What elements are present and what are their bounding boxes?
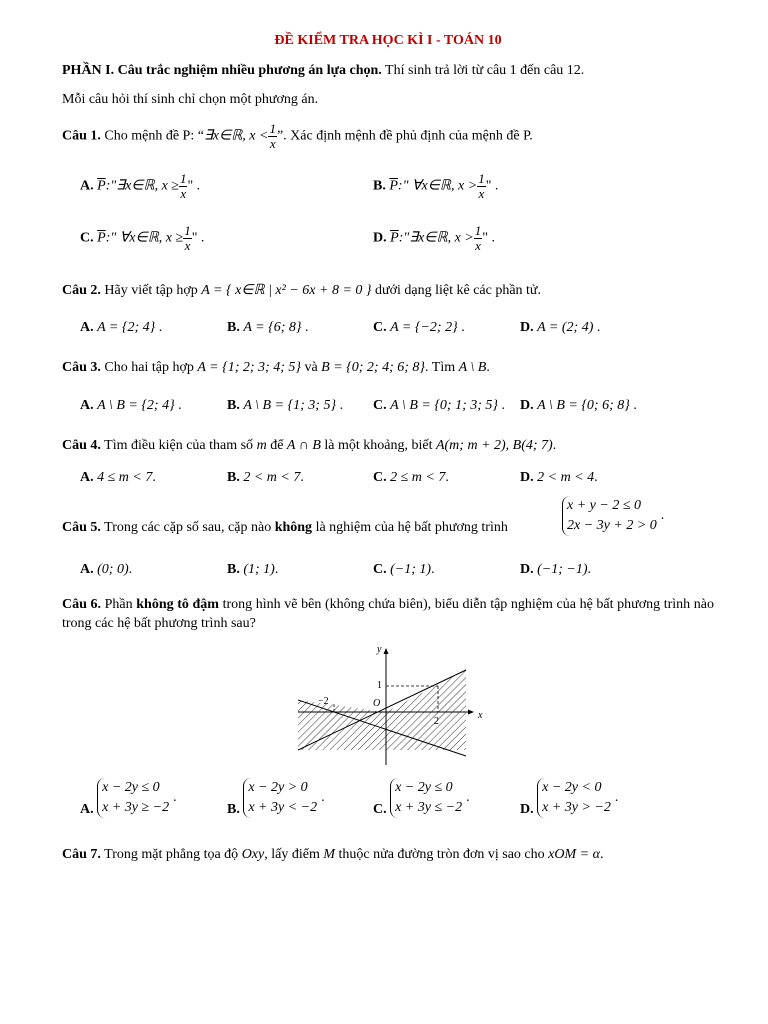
q4-option-a[interactable]: A. 4 ≤ m < 7. — [80, 470, 156, 485]
q4-option-b[interactable]: B. 2 < m < 7. — [227, 470, 304, 485]
question-6-graph — [298, 640, 488, 765]
tick-label-2: 2 — [434, 716, 439, 727]
angle-expression: xOM = α — [548, 847, 600, 862]
origin-label: O — [373, 698, 381, 709]
question-6: Câu 6. Phần không tô đậm trong hình vẽ bên (không chứa biên), biểu diễn tập nghiệm của hệ bất phương trình nào trong các hệ bất phương trình sau? — [62, 597, 715, 631]
q6-option-d[interactable]: D. x − 2y < 0 x + 3y > −2 . — [520, 780, 619, 817]
q3-option-d[interactable]: D. A \ B = {0; 6; 8} . — [520, 398, 637, 413]
q2-option-d[interactable]: D. A = (2; 4) . — [520, 320, 601, 335]
q4-option-c[interactable]: C. 2 ≤ m < 7. — [373, 470, 449, 485]
q5-option-d[interactable]: D. (−1; −1). — [520, 562, 592, 577]
question-7: Câu 7. Trong mặt phẳng tọa độ Oxy, lấy điểm M thuộc nửa đường tròn đơn vị sao cho xOM = α. — [62, 847, 604, 862]
q2-option-b[interactable]: B. A = {6; 8} . — [227, 320, 309, 335]
tick-label-1: 1 — [377, 680, 382, 691]
part1-intro-rest: Thí sinh trả lời từ câu 1 đến câu 12. — [381, 63, 585, 78]
question-5-system: x + y − 2 ≤ 0 2x − 3y + 2 > 0 . — [562, 496, 664, 536]
q1-option-d[interactable]: D. $\overline{P}:"\exists x\in ℝ$, x > $\frac{1}{x}$ " . — [373, 223, 495, 253]
part1-heading: PHẦN I. Câu trắc nghiệm nhiều phương án lựa chọn. — [62, 63, 382, 78]
question-1-prop: ∃x∈ℝ, x < — [203, 128, 269, 144]
question-1-fraction: $\frac{1}{x}$ — [269, 121, 276, 151]
page-title: ĐỀ KIỂM TRA HỌC KÌ I - TOÁN 10 — [274, 33, 502, 48]
question-1-label: Câu 1. — [62, 128, 101, 144]
question-3: Câu 3. Cho hai tập hợp A = {1; 2; 3; 4; 5} và B = {0; 2; 4; 6; 8}. Tìm A \ B. — [62, 360, 490, 375]
q5-option-b[interactable]: B. (1; 1). — [227, 562, 279, 577]
q3-option-a[interactable]: A. A \ B = {2; 4} . — [80, 398, 182, 413]
q4-option-d[interactable]: D. 2 < m < 4. — [520, 470, 598, 485]
question-2-set: A = { x∈ℝ | x² − 6x + 8 = 0 } — [201, 283, 372, 298]
q5-option-c[interactable]: C. (−1; 1). — [373, 562, 435, 577]
q5-option-a[interactable]: A. (0; 0). — [80, 562, 133, 577]
q1-option-b[interactable]: B. $\overline{P}$:" ∀x∈ℝ, x > $\frac{1}{x}$ " . — [373, 171, 499, 201]
q1-option-c[interactable]: C. $\overline{P}$:" ∀x∈ℝ, x ≥ $\frac{1}{x}$ " . — [80, 223, 205, 253]
q2-option-c[interactable]: C. A = {−2; 2} . — [373, 320, 465, 335]
q6-option-a[interactable]: A. x − 2y ≤ 0 x + 3y ≥ −2 . — [80, 780, 177, 817]
question-1-text-b: ”. Xác định mệnh đề phủ định của mệnh đề P. — [276, 128, 533, 144]
q1-option-a[interactable]: A. $\overline{P}:"\exists x\in ℝ$, x ≥ $\frac{1}{x}$ " . — [80, 171, 201, 201]
q6-option-b[interactable]: B. x − 2y > 0 x + 3y < −2 . — [227, 780, 325, 817]
question-5: Câu 5. Trong các cặp số sau, cặp nào không là nghiệm của hệ bất phương trình — [62, 520, 508, 535]
q3-option-b[interactable]: B. A \ B = {1; 3; 5} . — [227, 398, 344, 413]
q2-option-a[interactable]: A. A = {2; 4} . — [80, 320, 163, 335]
x-axis-label: x — [478, 710, 483, 721]
part1-intro — [62, 63, 584, 79]
y-axis-label: y — [377, 644, 382, 655]
q6-option-c[interactable]: C. x − 2y ≤ 0 x + 3y ≤ −2 . — [373, 780, 470, 817]
part1-intro2: Mỗi câu hỏi thí sinh chỉ chọn một phương án. — [62, 92, 319, 107]
question-2: Câu 2. Hãy viết tập hợp A = { x∈ℝ | x² − 6x + 8 = 0 } dưới dạng liệt kê các phần tử. — [62, 283, 542, 298]
tick-label-neg2: −2 — [318, 696, 329, 707]
question-1 — [62, 122, 533, 151]
question-1-text-a: Cho mệnh đề P: “ — [100, 128, 204, 144]
question-4: Câu 4. Tìm điều kiện của tham số m để A ∩ B là một khoảng, biết A(m; m + 2), B(4; 7). — [62, 438, 557, 453]
q3-option-c[interactable]: C. A \ B = {0; 1; 3; 5} . — [373, 398, 505, 413]
